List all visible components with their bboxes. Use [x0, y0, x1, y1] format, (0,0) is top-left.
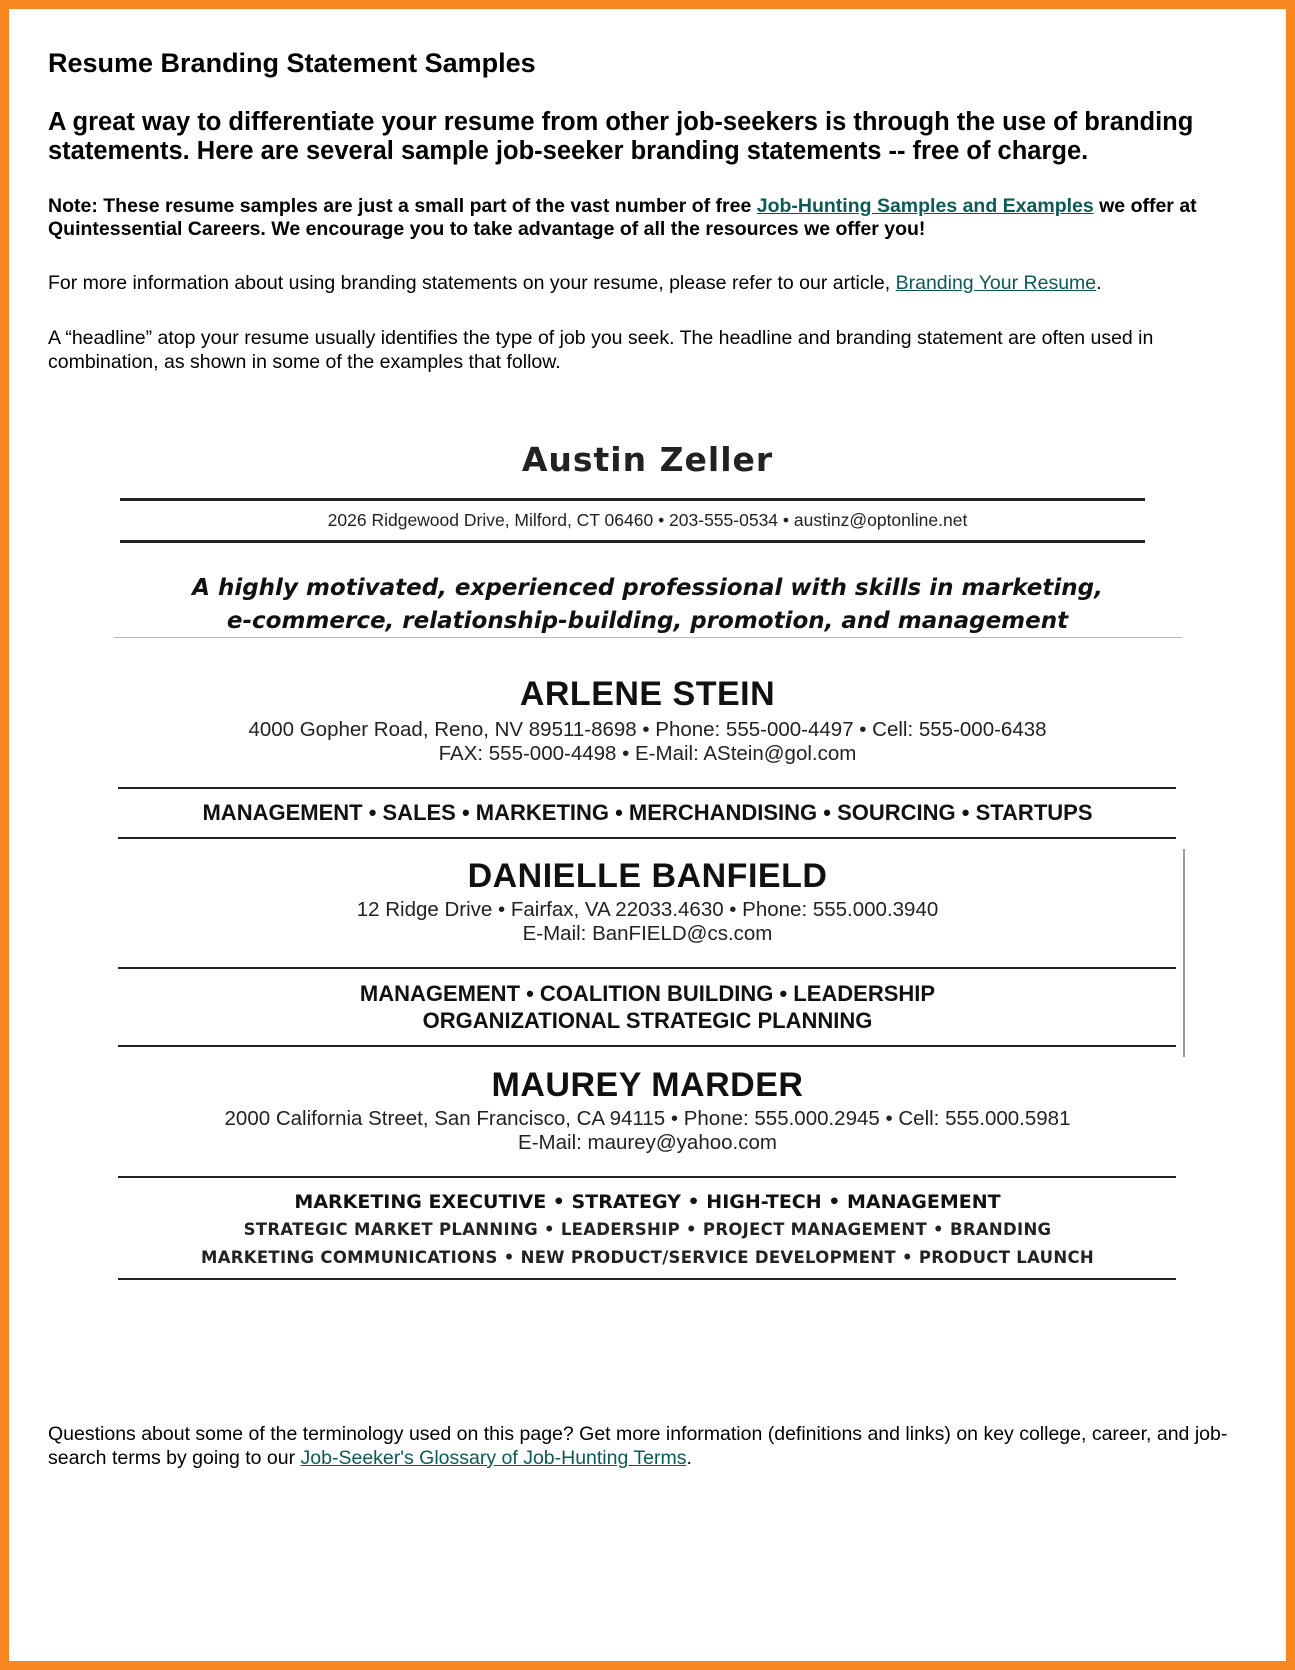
- keyword-line: STRATEGIC MARKET PLANNING • LEADERSHIP • PROJECT MANAGEMENT • BRANDING: [243, 1220, 1052, 1239]
- sample-contact-line: 2000 California Street, San Francisco, CA 94115 • Phone: 555.000.2945 • Cell: 555.000.5981: [224, 1107, 1071, 1130]
- keyword-line: MANAGEMENT • COALITION BUILDING • LEADERSHIP: [359, 981, 936, 1006]
- branding-statement-line: e-commerce, relationship-building, promotion, and management: [226, 608, 1069, 634]
- divider: [118, 1045, 1176, 1047]
- keyword-line: ORGANIZATIONAL STRATEGIC PLANNING: [422, 1008, 873, 1033]
- sample-contact-line: FAX: 555-000-4498 • E-Mail: AStein@gol.com: [438, 742, 857, 765]
- note-text-after: we offer at Quintessential Careers. We encourage you to take advantage of all the resources we offer you!: [48, 195, 1197, 240]
- intro-paragraph: A great way to differentiate your resume from other job-seekers is through the use of branding statements. Here are several sample job-seeker branding statements -- free of charge.: [48, 108, 1194, 165]
- keyword-line: MANAGEMENT • SALES • MARKETING • MERCHANDISING • SOURCING • STARTUPS: [202, 800, 1093, 825]
- divider: [118, 787, 1176, 789]
- headline-paragraph: A “headline” atop your resume usually identifies the type of job you seek. The headline and branding statement are often used in combination, as shown in some of the examples that follow.: [48, 327, 1154, 373]
- glossary-link[interactable]: Job-Seeker's Glossary of Job-Hunting Terms: [300, 1447, 687, 1469]
- sample-address-austin: 2026 Ridgewood Drive, Milford, CT 06460 • 203-555-0534 • austinz@optonline.net: [327, 510, 968, 530]
- questions-paragraph: [48, 1422, 1248, 1470]
- sample-name-danielle: DANIELLE BANFIELD: [467, 857, 828, 895]
- info-text-after: .: [1096, 272, 1102, 294]
- keyword-line: MARKETING EXECUTIVE • STRATEGY • HIGH-TECH • MANAGEMENT: [294, 1191, 1001, 1213]
- info-paragraph: [48, 272, 1248, 295]
- job-hunting-samples-link[interactable]: Job-Hunting Samples and Examples: [756, 195, 1094, 217]
- keyword-line: MARKETING COMMUNICATIONS • NEW PRODUCT/SERVICE DEVELOPMENT • PRODUCT LAUNCH: [200, 1248, 1094, 1267]
- sample-contact-line: E-Mail: maurey@yahoo.com: [518, 1131, 777, 1154]
- divider: [120, 498, 1145, 501]
- questions-text-after: .: [686, 1447, 692, 1469]
- branding-your-resume-link[interactable]: Branding Your Resume: [895, 272, 1097, 294]
- divider: [114, 637, 1182, 638]
- divider: [118, 1278, 1176, 1280]
- sample-name-arlene: ARLENE STEIN: [519, 675, 776, 713]
- sample-name-maurey: MAUREY MARDER: [491, 1066, 804, 1104]
- sample-contact-line: 4000 Gopher Road, Reno, NV 89511-8698 • Phone: 555-000-4497 • Cell: 555-000-6438: [248, 718, 1047, 741]
- info-text-before: For more information about using branding statements on your resume, please refer to our article,: [48, 272, 896, 294]
- page-title: Resume Branding Statement Samples: [48, 48, 536, 78]
- sample-contact-line: E-Mail: BanFIELD@cs.com: [522, 922, 773, 945]
- branding-statement-line: A highly motivated, experienced professional with skills in marketing,: [192, 575, 1103, 601]
- divider: [118, 1176, 1176, 1178]
- sample-name-austin: Austin Zeller: [521, 440, 774, 479]
- divider: [120, 540, 1145, 543]
- divider: [118, 967, 1176, 969]
- questions-text-before: Questions about some of the terminology used on this page? Get more information (definitions and links) on key college, career, and job-search terms by going to our: [48, 1423, 1228, 1469]
- note-paragraph: [48, 195, 1248, 241]
- sample-contact-line: 12 Ridge Drive • Fairfax, VA 22033.4630 • Phone: 555.000.3940: [356, 898, 939, 921]
- note-text-before: Note: These resume samples are just a small part of the vast number of free: [48, 195, 757, 217]
- divider: [118, 837, 1176, 839]
